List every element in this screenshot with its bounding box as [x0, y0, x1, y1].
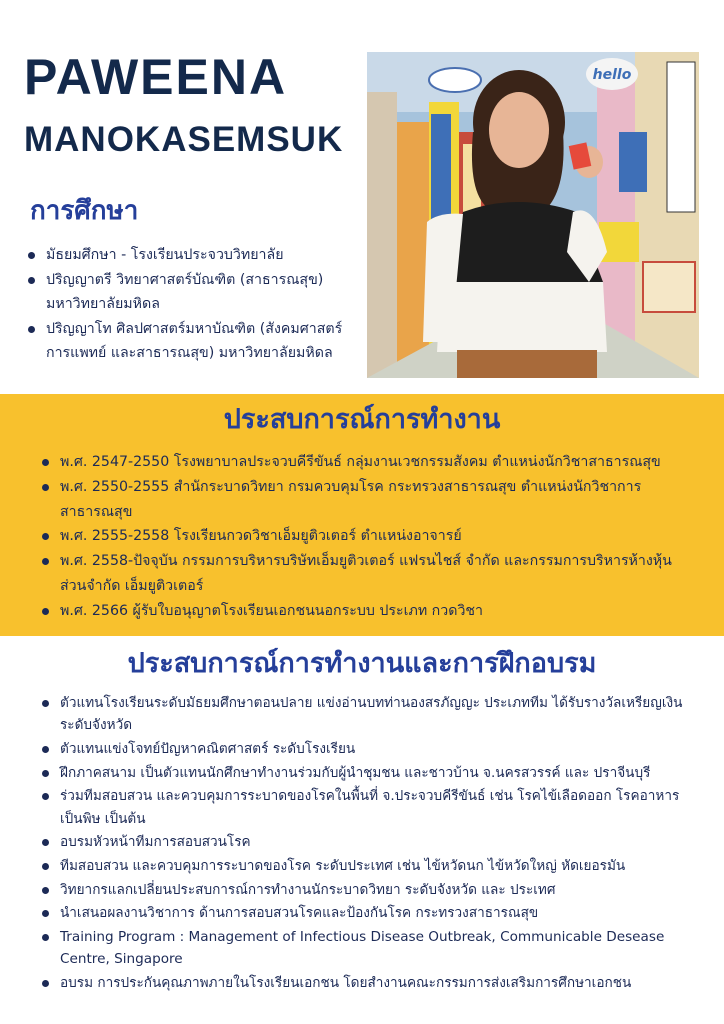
training-list: [38, 692, 698, 996]
education-list: [24, 243, 360, 366]
first-name: PAWEENA: [24, 49, 288, 105]
training-item: ตัวแทนแข่งโจทย์ปัญหาคณิตศาสตร์ ระดับโรงเรียน: [38, 738, 698, 760]
training-item: ตัวแทนโรงเรียนระดับมัธยมศึกษาตอนปลาย แข่งอ่านบทท่านองสรภัญญะ ประเภททีม ได้รับรางวัลเหรียญเงินระดับจังหวัด: [38, 692, 698, 736]
work-title: ประสบการณ์การทำงาน: [223, 404, 501, 435]
education-item: ปริญญาโท ศิลปศาสตร์มหาบัณฑิต (สังคมศาสตร์การแพทย์ และสาธารณสุข) มหาวิทยาลัยมหิดล: [24, 317, 360, 365]
profile-photo-illustration: [367, 52, 699, 378]
work-section: [0, 394, 724, 636]
training-item: ทีมสอบสวน และควบคุมการระบาดของโรค ระดับประเทศ เช่น ไข้หวัดนก ไข้หวัดใหญ่ หัดเยอรมัน: [38, 855, 698, 877]
work-item: พ.ศ. 2547-2550 โรงพยาบาลประจวบคีรีขันธ์ กลุ่มงานเวชกรรมสังคม ตำแหน่งนักวิชาสาธารณสุข: [38, 450, 698, 475]
profile-photo: [367, 52, 699, 378]
training-item: นำเสนอผลงานวิชาการ ด้านการสอบสวนโรคและป้องกันโรค กระทรวงสาธารณสุข: [38, 902, 698, 924]
training-title: ประสบการณ์การทำงานและการฝึกอบรม: [127, 648, 597, 679]
work-item: พ.ศ. 2566 ผู้รับใบอนุญาตโรงเรียนเอกชนนอกระบบ ประเภท กวดวิชา: [38, 599, 698, 624]
training-item: ร่วมทีมสอบสวน และควบคุมการระบาดของโรคในพื้นที่ จ.ประจวบคีรีขันธ์ เช่น โรคไข้เลือดออก โรคอาหารเป็นพิษ เป็นต้น: [38, 785, 698, 829]
work-item: พ.ศ. 2555-2558 โรงเรียนกวดวิชาเอ็มยูติวเตอร์ ตำแหน่งอาจารย์: [38, 524, 698, 549]
training-item: วิทยากรแลกเปลี่ยนประสบการณ์การทำงานนักระบาดวิทยา ระดับจังหวัด และ ประเทศ: [38, 879, 698, 901]
work-item: พ.ศ. 2558-ปัจจุบัน กรรมการบริหารบริษัทเอ็มยูติวเตอร์ แฟรนไชส์ จำกัด และกรรมการบริหารห้างหุ้นส่วนจำกัด เอ็มยูติวเตอร์: [38, 549, 698, 599]
training-item: อบรมหัวหน้าทีมการสอบสวนโรค: [38, 831, 698, 853]
work-list: [38, 450, 698, 624]
education-item: ปริญญาตรี วิทยาศาสตร์บัณฑิต (สาธารณสุข) มหาวิทยาลัยมหิดล: [24, 268, 360, 316]
education-item: มัธยมศึกษา - โรงเรียนประจวบวิทยาลัย: [24, 243, 360, 267]
last-name: MANOKASEMSUK: [24, 120, 344, 159]
training-item: อบรม การประกันคุณภาพภายในโรงเรียนเอกชน โดยสำงานคณะกรรมการส่งเสริมการศึกษาเอกชน: [38, 972, 698, 994]
work-item: พ.ศ. 2550-2555 สำนักระบาดวิทยา กรมควบคุมโรค กระทรวงสาธารณสุข ตำแหน่งนักวิชาการสาธารณสุข: [38, 475, 698, 525]
training-item: Training Program : Management of Infectious Disease Outbreak, Communicable Desease Centre, Singapore: [38, 926, 698, 970]
sign-text: hello: [592, 67, 632, 83]
education-title: การศึกษา: [30, 196, 139, 226]
training-item: ฝึกภาคสนาม เป็นตัวแทนนักศึกษาทำงานร่วมกับผู้นำชุมชน และชาวบ้าน จ.นครสวรรค์ และ ปราจีนบุรี: [38, 762, 698, 784]
